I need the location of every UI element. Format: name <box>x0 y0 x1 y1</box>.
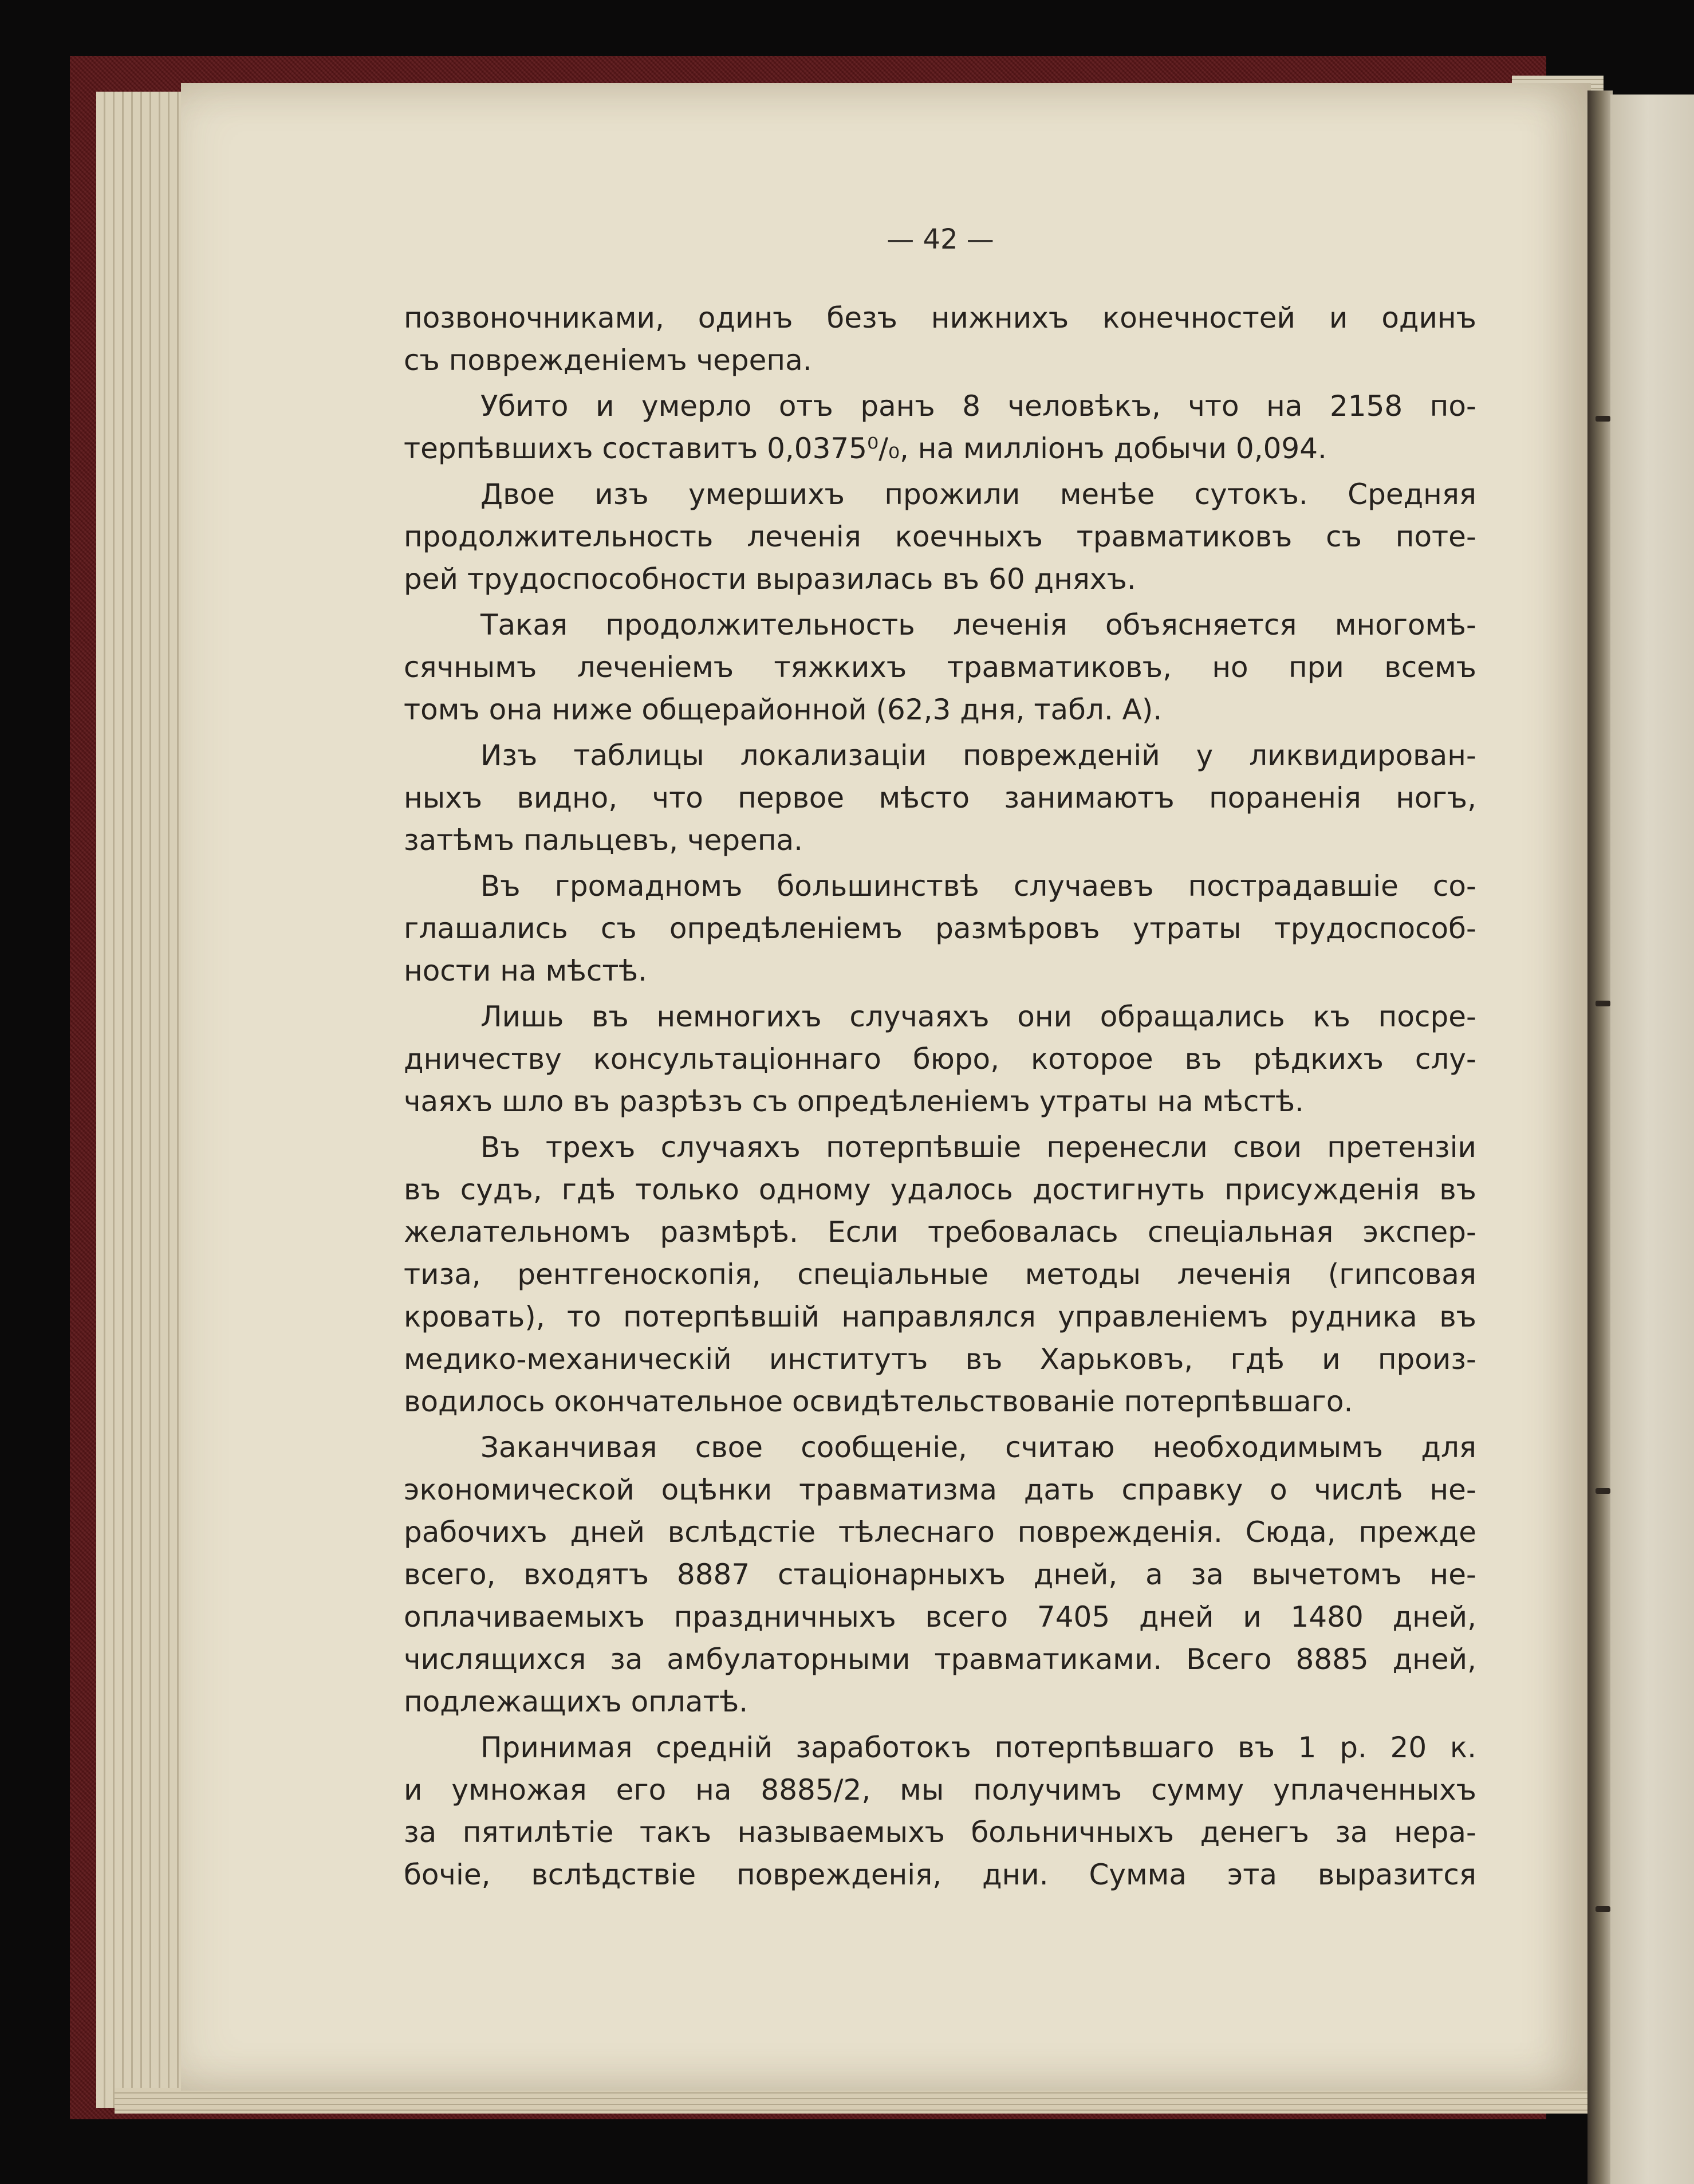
body-text <box>404 297 1476 1896</box>
paragraph <box>404 1426 1476 1723</box>
text-line: глашались съ опредѣленіемъ размѣровъ утраты трудоспособ- <box>404 912 1476 945</box>
paragraph <box>404 604 1476 731</box>
text-line: въ судъ, гдѣ только одному удалось достигнуть присужденія въ <box>404 1173 1476 1206</box>
page-stack-bottom <box>115 2088 1592 2114</box>
text-line: томъ она ниже общерайонной (62,3 дня, табл. А). <box>404 693 1163 726</box>
paragraph <box>404 995 1476 1123</box>
text-line: Заканчивая свое сообщеніе, считаю необходимымъ для <box>480 1431 1476 1464</box>
text-line: водилось окончательное освидѣтельствованіе потерпѣвшаго. <box>404 1385 1353 1418</box>
text-line: кровать), то потерпѣвшій направлялся управленіемъ рудника въ <box>404 1300 1476 1333</box>
text-line: за пятилѣтіе такъ называемыхъ больничныхъ денегъ за нера- <box>404 1816 1476 1849</box>
text-line: желательномъ размѣрѣ. Если требовалась спеціальная экспер- <box>404 1215 1476 1249</box>
binding-thread-mark <box>1595 1488 1610 1494</box>
text-line: Лишь въ немногихъ случаяхъ они обращались къ посре- <box>480 1000 1476 1033</box>
text-line: тиза, рентгеноскопія, спеціальные методы леченія (гипсовая <box>404 1258 1476 1291</box>
paragraph <box>404 473 1476 600</box>
text-line: чаяхъ шло въ разрѣзъ съ опредѣленіемъ утраты на мѣстѣ. <box>404 1085 1304 1118</box>
text-line: оплачиваемыхъ праздничныхъ всего 7405 дней и 1480 дней, <box>404 1600 1476 1634</box>
text-line: Въ трехъ случаяхъ потерпѣвшіе перенесли свои претензіи <box>480 1131 1476 1164</box>
text-line: Въ громадномъ большинствѣ случаевъ пострадавшіе со- <box>480 869 1476 903</box>
text-line: позвоночниками, одинъ безъ нижнихъ конечностей и одинъ <box>404 301 1476 335</box>
text-line: съ поврежденіемъ черепа. <box>404 344 812 377</box>
text-line: медико-механическій институтъ въ Харьковъ, гдѣ и произ- <box>404 1343 1476 1376</box>
text-line: ныхъ видно, что первое мѣсто занимаютъ пораненія ногъ, <box>404 781 1476 814</box>
paragraph <box>404 385 1476 470</box>
page-stack-left <box>96 92 182 2108</box>
text-line: Двое изъ умершихъ прожили менѣе сутокъ. Средняя <box>480 478 1476 511</box>
text-line: сячнымъ леченіемъ тяжкихъ травматиковъ, но при всемъ <box>404 651 1476 684</box>
text-line: экономической оцѣнки травматизма дать справку о числѣ не- <box>404 1473 1476 1506</box>
binding-thread-mark <box>1595 1906 1610 1912</box>
binding-thread-mark <box>1595 416 1610 422</box>
text-line: бочіе, вслѣдствіе поврежденія, дни. Сумма эта выразится <box>404 1858 1476 1891</box>
text-line: продолжительность леченія коечныхъ травматиковъ съ поте- <box>404 520 1476 553</box>
text-line: терпѣвшихъ составитъ 0,0375⁰/₀, на милліонъ добычи 0,094. <box>404 432 1327 465</box>
text-line: затѣмъ пальцевъ, черепа. <box>404 824 803 857</box>
text-line: числящихся за амбулаторными травматиками. Всего 8885 дней, <box>404 1643 1476 1676</box>
paragraph <box>404 1726 1476 1896</box>
text-line: и умножая его на 8885/2, мы получимъ сумму уплаченныхъ <box>404 1773 1476 1807</box>
text-line: Принимая средній заработокъ потерпѣвшаго въ 1 р. 20 к. <box>480 1731 1476 1764</box>
text-line: Изъ таблицы локализаціи поврежденій у ликвидирован- <box>480 739 1476 772</box>
paragraph <box>404 1126 1476 1423</box>
page-number: — 42 — <box>887 223 994 255</box>
paragraph <box>404 865 1476 992</box>
text-line: дничеству консультаціоннаго бюро, которое въ рѣдкихъ слу- <box>404 1042 1476 1076</box>
text-line: подлежащихъ оплатѣ. <box>404 1685 748 1718</box>
facing-page <box>1610 95 1694 2184</box>
binding-thread-mark <box>1595 1001 1610 1006</box>
text-line: ности на мѣстѣ. <box>404 954 647 987</box>
text-line: всего, входятъ 8887 стаціонарныхъ дней, а за вычетомъ не- <box>404 1558 1476 1591</box>
binding-gutter <box>1587 90 1613 2184</box>
text-line: Такая продолжительность леченія объясняется многомѣ- <box>480 608 1476 642</box>
paragraph <box>404 297 1476 381</box>
paragraph <box>404 734 1476 861</box>
text-line: рабочихъ дней вслѣдстіе тѣлеснаго поврежденія. Сюда, прежде <box>404 1516 1476 1549</box>
text-line: Убито и умерло отъ ранъ 8 человѣкъ, что на 2158 по- <box>480 389 1476 423</box>
text-line: рей трудоспособности выразилась въ 60 дняхъ. <box>404 562 1136 596</box>
